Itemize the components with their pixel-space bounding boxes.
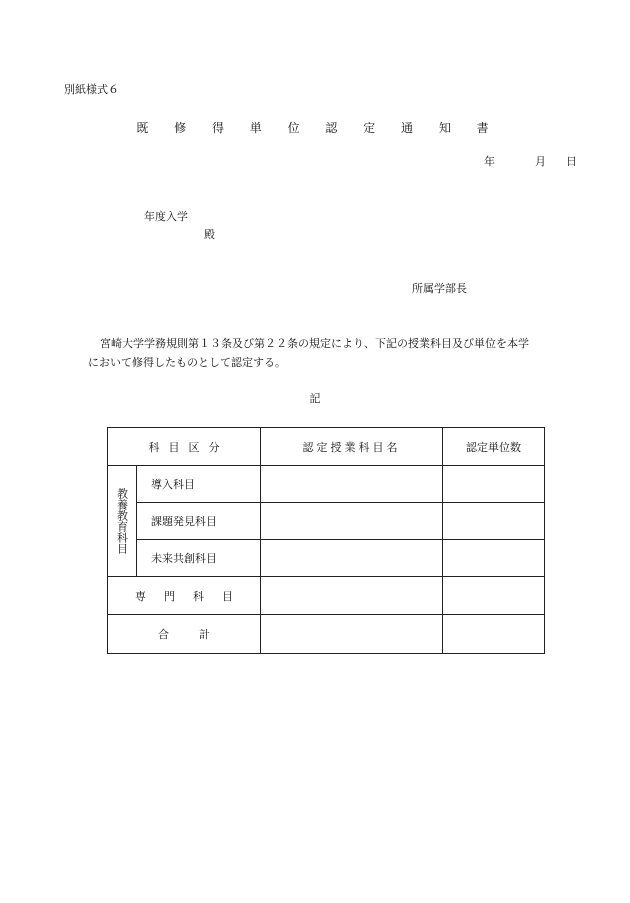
issuer-label: 所属学部長	[412, 282, 467, 295]
subject-cell[interactable]	[261, 466, 443, 503]
recipient-honorific: 殿	[204, 228, 215, 241]
row-label: 課題発見科目	[137, 503, 261, 540]
credit-table	[107, 427, 545, 654]
date-line	[484, 153, 577, 169]
credits-cell[interactable]	[443, 615, 545, 654]
table-row-total	[108, 615, 545, 654]
form-number: 別紙様式６	[64, 83, 119, 96]
subject-cell[interactable]	[261, 540, 443, 577]
header-credits: 認定単位数	[443, 428, 545, 466]
table-row-specialized	[108, 577, 545, 615]
subject-cell[interactable]	[261, 577, 443, 615]
row-label: 未来共創科目	[137, 540, 261, 577]
body-line-2: において修得したものとして認定する。	[88, 356, 286, 369]
date-day: 日	[566, 155, 577, 168]
subject-cell[interactable]	[261, 615, 443, 654]
document-title	[0, 119, 630, 136]
document-title-text: 既 修 得 単 位 認 定 通 知 書	[136, 121, 500, 135]
header-subject-name: 認定授業科目名	[261, 428, 443, 466]
liberal-arts-group-label: 教養教育科目	[115, 488, 129, 554]
body-paragraph	[88, 334, 568, 372]
table-row	[108, 466, 545, 503]
credits-cell[interactable]	[443, 577, 545, 615]
table-header-row	[108, 428, 545, 466]
credits-cell[interactable]	[443, 503, 545, 540]
total-label: 合計	[108, 615, 261, 654]
table-row	[108, 540, 545, 577]
liberal-arts-group-cell	[108, 466, 137, 577]
date-year: 年	[484, 155, 495, 168]
date-month: 月	[535, 155, 546, 168]
header-category: 科目区分	[108, 428, 261, 466]
enrollment-year-label: 年度入学	[144, 210, 188, 223]
body-line-1: 宮崎大学学務規則第１３条及び第２２条の規定により、下記の授業科目及び単位を本学	[100, 337, 529, 350]
row-label: 導入科目	[137, 466, 261, 503]
ki-label: 記	[309, 392, 321, 405]
specialized-label: 専門科目	[108, 577, 261, 615]
credits-cell[interactable]	[443, 466, 545, 503]
table-row	[108, 503, 545, 540]
subject-cell[interactable]	[261, 503, 443, 540]
credits-cell[interactable]	[443, 540, 545, 577]
